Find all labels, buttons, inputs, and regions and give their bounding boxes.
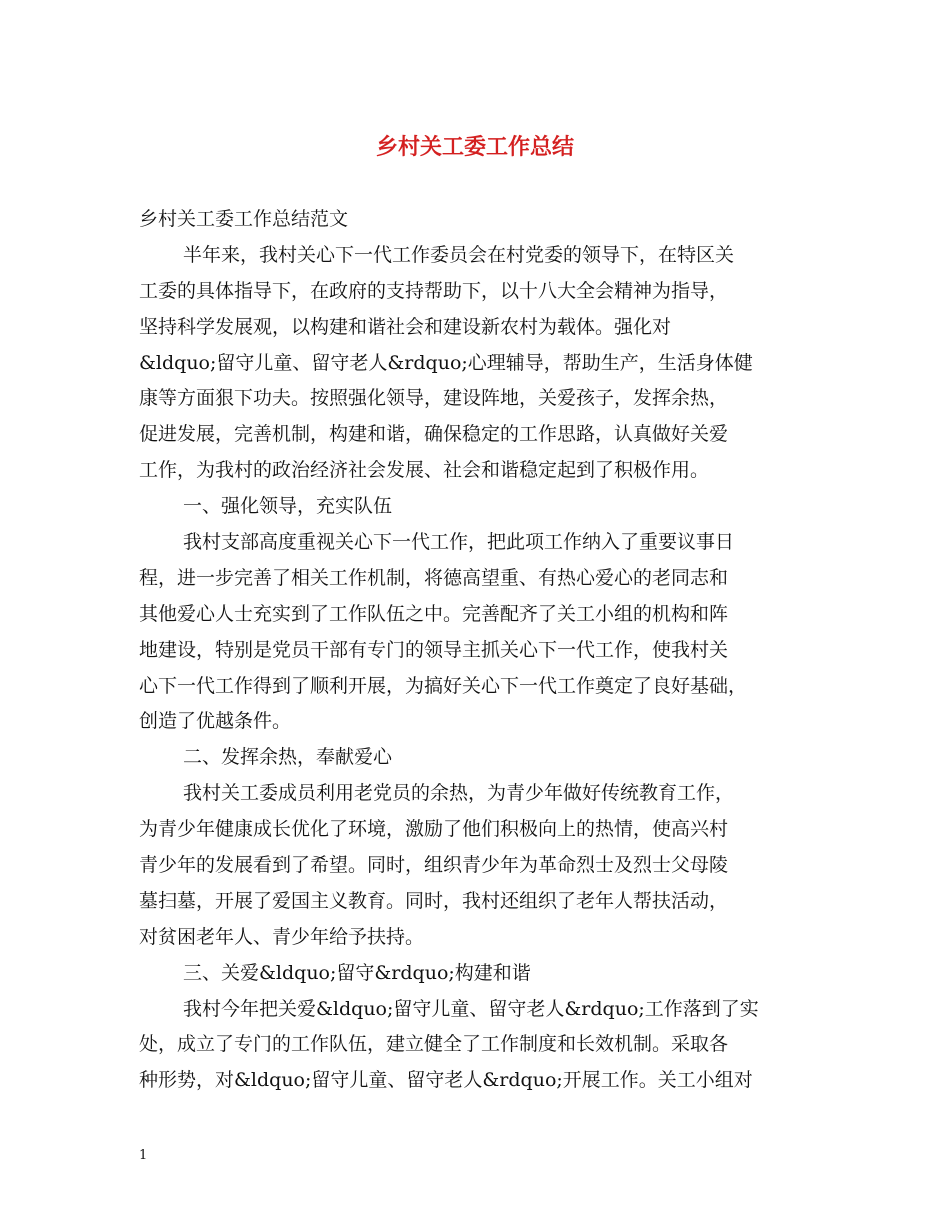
text-line: 创造了优越条件。 [139,710,292,733]
text-line: 处，成立了专门的工作队伍，建立健全了工作制度和长效机制。采取各 [139,1033,729,1056]
text-line: &ldquo;留守儿童、留守老人&rdquo;心理辅导，帮助生产，生活身体健 [139,351,753,374]
text-line: 心下一代工作得到了顺利开展，为搞好关心下一代工作奠定了良好基础， [139,674,748,697]
text-line: 我村支部高度重视关心下一代工作，把此项工作纳入了重要议事日 [183,531,735,554]
text-line: 促进发展，完善机制，构建和谐，确保稳定的工作思路，认真做好关爱 [139,423,729,446]
text-line: 我村今年把关爱&ldquo;留守儿童、留守老人&rdquo;工作落到了实 [183,997,759,1020]
text-line: 程，进一步完善了相关工作机制，将德高望重、有热心爱心的老同志和 [139,566,729,589]
text-line: 一、强化领导，充实队伍 [183,495,393,518]
text-line: 青少年的发展看到了希望。同时，组织青少年为革命烈士及烈士父母陵 [139,854,729,877]
text-line: 其他爱心人士充实到了工作队伍之中。完善配齐了关工小组的机构和阵 [139,602,729,625]
text-line: 二、发挥余热，奉献爱心 [183,746,393,769]
text-line: 工作，为我村的政治经济社会发展、社会和谐稳定起到了积极作用。 [139,459,710,482]
text-line: 种形势，对&ldquo;留守儿童、留守老人&rdquo;开展工作。关工小组对 [139,1069,753,1092]
text-line: 半年来，我村关心下一代工作委员会在村党委的领导下，在特区关 [183,243,735,266]
text-line: 工委的具体指导下，在政府的支持帮助下，以十八大全会精神为指导， [139,279,729,302]
text-line: 坚持科学发展观，以构建和谐社会和建设新农村为载体。强化对 [139,315,672,338]
text-line: 地建设，特别是党员干部有专门的领导主抓关心下一代工作，使我村关 [139,638,729,661]
text-line: 三、关爱&ldquo;留守&rdquo;构建和谐 [183,961,531,984]
text-line: 墓扫墓，开展了爱国主义教育。同时，我村还组织了老年人帮扶活动， [139,889,729,912]
text-line: 对贫困老年人、青少年给予扶持。 [139,925,425,948]
document-title: 乡村关工委工作总结 [375,135,574,160]
text-line: 乡村关工委工作总结范文 [139,208,349,230]
text-line: 我村关工委成员利用老党员的余热，为青少年做好传统教育工作， [183,782,735,805]
page-number: 1 [139,1148,148,1163]
text-line: 康等方面狠下功夫。按照强化领导，建设阵地，关爱孩子，发挥余热， [139,387,729,410]
document-body [139,202,819,1099]
text-line: 为青少年健康成长优化了环境，激励了他们积极向上的热情，使高兴村 [139,818,729,841]
